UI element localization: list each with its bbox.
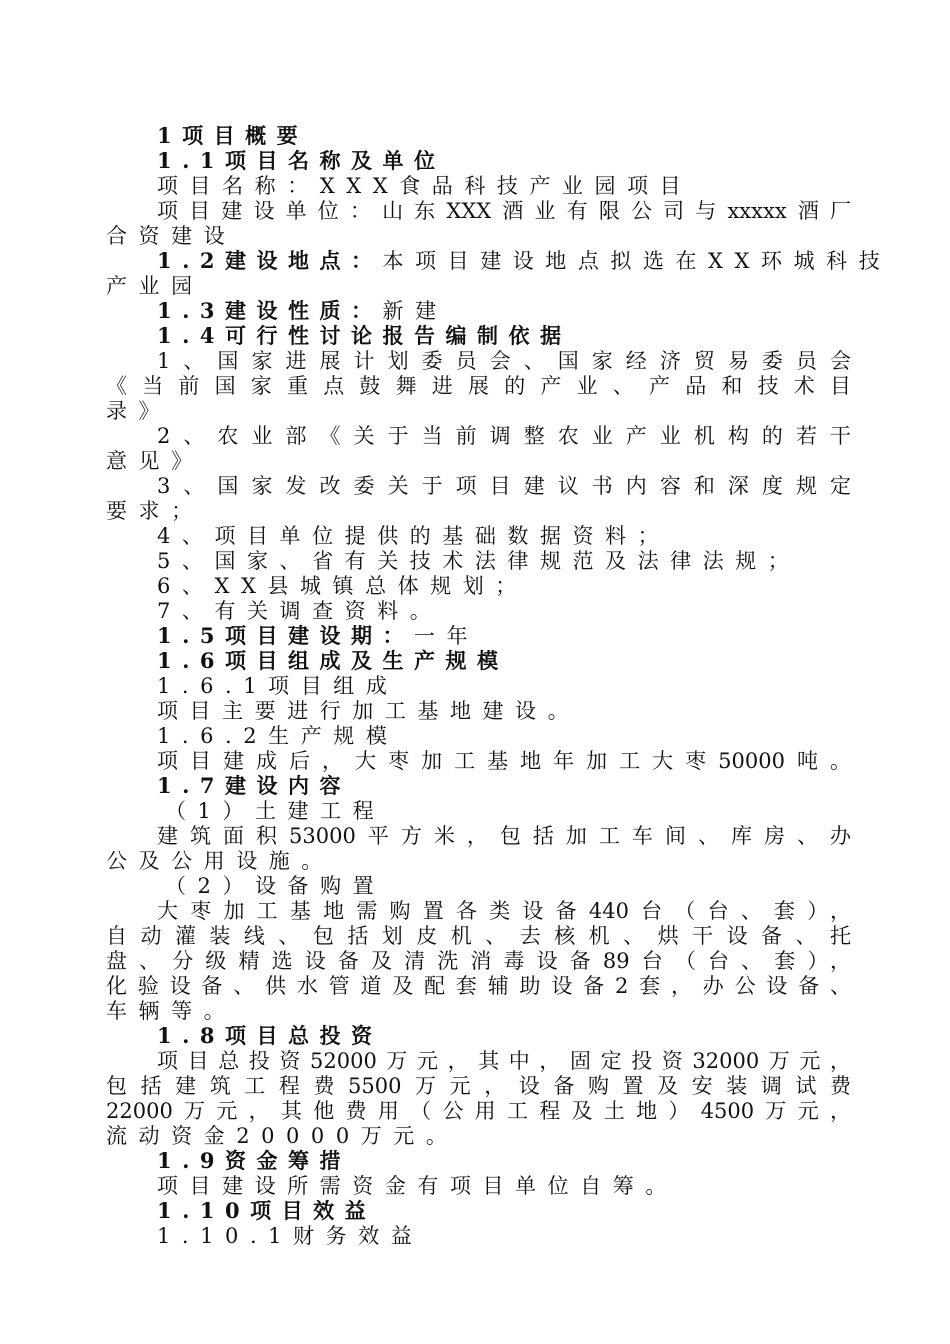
basis-item-7: 7、有关调查资料。: [157, 599, 443, 623]
equipment-line-5: 车辆等。: [106, 999, 237, 1023]
section-1-6-2: 1.6.2生产规模: [157, 724, 399, 748]
composition-line: 项目主要进行加工基地建设。: [157, 699, 581, 723]
equipment-line-2: 自动灌装线、包括划皮机、去核机、烘干设备、托: [106, 924, 851, 948]
project-name-line: 项目名称：XXX食品科技产业园项目: [157, 174, 693, 198]
content-item-2: （2）设备购置: [165, 874, 386, 898]
project-unit-line-2: 合资建设: [106, 224, 237, 248]
section-1-6-1: 1.6.1项目组成: [157, 674, 399, 698]
heading-1-7: 1.7建设内容: [157, 773, 352, 798]
civil-works-line: 建筑面积53000平方米，包括加工车间、库房、办: [157, 824, 851, 848]
heading-1-9: 1.9资金筹措: [157, 1148, 352, 1173]
heading-1-1: 1.1项目名称及单位: [157, 148, 446, 173]
investment-line-3: 22000万元，其他费用（公用工程及土地）4500万元，: [106, 1099, 851, 1123]
basis-item-2-line-2: 意见》: [106, 449, 204, 473]
equipment-line-3: 盘、分级精选设备及清洗消毒设备89台（台、套），: [106, 949, 851, 973]
heading-1: 1项目概要: [157, 123, 309, 148]
section-1-10-1: 1.10.1财务效益: [157, 1224, 424, 1248]
equipment-line-4: 化验设备、供水管道及配套辅助设备2套，办公设备、: [106, 974, 851, 998]
project-unit-line: 项目建设单位：山东XXX酒业有限公司与xxxxx酒厂: [157, 199, 851, 223]
basis-item-4: 4、项目单位提供的基础数据资料；: [157, 524, 671, 548]
investment-line-2: 包括建筑工程费5500万元，设备购置及安装调试费: [106, 1074, 851, 1098]
basis-item-3: 3、国家发改委关于项目建议书内容和深度规定: [157, 474, 851, 498]
basis-item-3-line-2: 要求；: [106, 499, 204, 523]
equipment-line: 大枣加工基地需购置各类设备440台（台、套），: [157, 899, 851, 923]
heading-1-4: 1.4可行性讨论报告编制依据: [157, 323, 572, 348]
basis-item-1: 1、国家进展计划委员会、国家经济贸易委员会: [157, 349, 851, 373]
heading-1-6: 1.6项目组成及生产规模: [157, 648, 509, 673]
investment-line-4: 流动资金20000万元。: [106, 1124, 459, 1148]
funding-line: 项目建设所需资金有项目单位自筹。: [157, 1174, 678, 1198]
content-item-1: （1）土建工程: [165, 799, 386, 823]
basis-item-2: 2、农业部《关于当前调整农业产业机构的若干: [157, 424, 851, 448]
heading-1-8: 1.8项目总投资: [157, 1023, 383, 1048]
basis-item-1-line-2: 《当前国家重点鼓舞进展的产业、产品和技术目: [106, 374, 851, 398]
heading-1-3: 1.3建设性质：新建: [157, 298, 448, 323]
scale-line: 项目建成后，大枣加工基地年加工大枣50000吨。: [157, 749, 851, 773]
heading-1-2: 1.2建设地点：本项目建设地点拟选在XX环城科技: [157, 248, 892, 273]
basis-item-5: 5、国家、省有关技术法律规范及法律法规；: [157, 549, 801, 573]
investment-line: 项目总投资52000万元，其中，固定投资32000万元，: [157, 1049, 851, 1073]
location-line-2: 产业园: [106, 274, 204, 298]
basis-item-1-line-3: 录》: [106, 399, 172, 423]
heading-1-10: 1.10项目效益: [157, 1198, 377, 1223]
civil-works-line-2: 公及公用设施。: [106, 849, 334, 873]
basis-item-6: 6、XX县城镇总体规划；: [157, 574, 528, 598]
heading-1-5: 1.5项目建设期：一年: [157, 623, 480, 648]
